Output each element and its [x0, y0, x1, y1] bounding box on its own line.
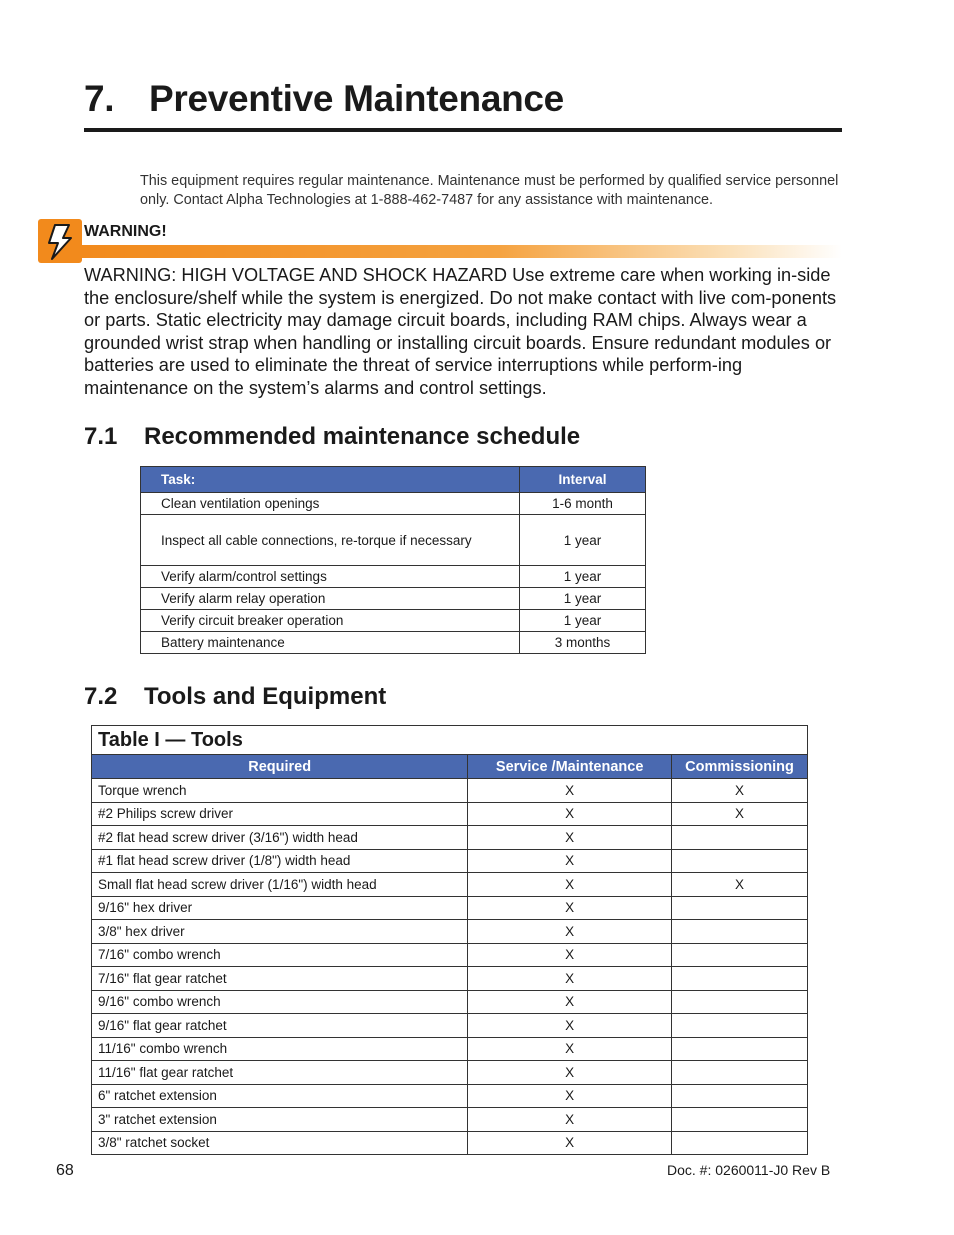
commissioning-cell [672, 1131, 808, 1155]
table-row [92, 1084, 808, 1108]
service-cell: X [468, 826, 672, 850]
commissioning-cell [672, 967, 808, 991]
intro-paragraph: This equipment requires regular maintenance. Maintenance must be performed by qualified service personnel only. Contact Alpha Technologies at 1-888-462-7487 for any assistance with maintenance. [140, 173, 839, 208]
commissioning-cell [672, 896, 808, 920]
interval-cell: 3 months [520, 632, 646, 654]
service-cell: X [468, 967, 672, 991]
table-row [92, 873, 808, 897]
tool-cell: 9/16" combo wrench [92, 990, 468, 1014]
column-header-commissioning: Commissioning [672, 755, 808, 779]
commissioning-cell [672, 826, 808, 850]
column-header-service: Service /Maintenance [468, 755, 672, 779]
section-number: 7.2 [84, 683, 118, 710]
page-number: 68 [56, 1162, 74, 1179]
tool-cell: #2 flat head screw driver (3/16") width head [92, 826, 468, 850]
table-row [92, 967, 808, 991]
tool-cell: #2 Philips screw driver [92, 802, 468, 826]
interval-cell: 1-6 month [520, 493, 646, 515]
service-cell: X [468, 943, 672, 967]
title-rule [84, 128, 842, 132]
commissioning-cell [672, 990, 808, 1014]
service-cell: X [468, 1108, 672, 1132]
tool-cell: 9/16" hex driver [92, 896, 468, 920]
tool-cell: 11/16" combo wrench [92, 1037, 468, 1061]
service-cell: X [468, 990, 672, 1014]
table-row [92, 1037, 808, 1061]
table-row [141, 632, 646, 654]
task-cell: Verify circuit breaker operation [141, 610, 520, 632]
commissioning-cell [672, 1061, 808, 1085]
column-header-required: Required [92, 755, 468, 779]
document-number: Doc. #: 0260011-J0 Rev B [667, 1162, 831, 1178]
commissioning-cell [672, 1108, 808, 1132]
column-header-task: Task: [141, 467, 520, 493]
table-row [92, 849, 808, 873]
table-row [92, 1061, 808, 1085]
service-cell: X [468, 802, 672, 826]
warning-bar [82, 245, 842, 258]
warning-text: WARNING: HIGH VOLTAGE AND SHOCK HAZARD Use extreme care when working in-side the enclosure/shelf while the system is energized. Do not make contact with live com-ponents or parts. Static electricity may damage circuit boards, including RAM chips. Always wear a grounded wrist strap when handling or installing circuit boards. Ensure redundant modules or batteries are used to eliminate the threat of service interruptions while perform-ing maintenance on the system’s alarms and control settings. [84, 265, 837, 398]
service-cell: X [468, 849, 672, 873]
warning-label: WARNING! [84, 223, 167, 240]
tool-cell: 3" ratchet extension [92, 1108, 468, 1132]
maintenance-schedule-table [140, 466, 646, 654]
section-heading-7-1 [84, 423, 580, 451]
task-cell: Verify alarm relay operation [141, 588, 520, 610]
interval-cell: 1 year [520, 588, 646, 610]
tool-cell: Small flat head screw driver (1/16") width head [92, 873, 468, 897]
service-cell: X [468, 1061, 672, 1085]
interval-cell: 1 year [520, 515, 646, 566]
table-row [92, 1014, 808, 1038]
table-row [141, 515, 646, 566]
commissioning-cell [672, 943, 808, 967]
page-title [84, 78, 564, 120]
table-row [141, 610, 646, 632]
tool-cell: 7/16" flat gear ratchet [92, 967, 468, 991]
table-row [92, 802, 808, 826]
tool-cell: 3/8" ratchet socket [92, 1131, 468, 1155]
interval-cell: 1 year [520, 610, 646, 632]
table-caption: Table I — Tools [92, 726, 808, 755]
section-title: Recommended maintenance schedule [144, 423, 581, 450]
commissioning-cell [672, 920, 808, 944]
tool-cell: Torque wrench [92, 779, 468, 803]
service-cell: X [468, 1084, 672, 1108]
chapter-title: Preventive Maintenance [149, 78, 564, 119]
service-cell: X [468, 873, 672, 897]
commissioning-cell [672, 1014, 808, 1038]
task-cell: Verify alarm/control settings [141, 566, 520, 588]
table-row [92, 920, 808, 944]
service-cell: X [468, 1131, 672, 1155]
service-cell: X [468, 896, 672, 920]
service-cell: X [468, 920, 672, 944]
section-heading-7-2 [84, 683, 386, 711]
interval-cell: 1 year [520, 566, 646, 588]
commissioning-cell [672, 849, 808, 873]
table-row [92, 943, 808, 967]
table-row [92, 1131, 808, 1155]
tool-cell: 6" ratchet extension [92, 1084, 468, 1108]
section-title: Tools and Equipment [144, 683, 387, 710]
commissioning-cell [672, 1084, 808, 1108]
section-number: 7.1 [84, 423, 118, 450]
commissioning-cell: X [672, 779, 808, 803]
table-row [141, 566, 646, 588]
table-row [92, 1108, 808, 1132]
tool-cell: 7/16" combo wrench [92, 943, 468, 967]
column-header-interval: Interval [520, 467, 646, 493]
task-cell: Inspect all cable connections, re-torque if necessary [141, 515, 520, 566]
tool-cell: 11/16" flat gear ratchet [92, 1061, 468, 1085]
table-row [92, 826, 808, 850]
service-cell: X [468, 1014, 672, 1038]
task-cell: Battery maintenance [141, 632, 520, 654]
service-cell: X [468, 1037, 672, 1061]
tool-cell: #1 flat head screw driver (1/8") width head [92, 849, 468, 873]
chapter-number: 7. [84, 78, 115, 119]
service-cell: X [468, 779, 672, 803]
table-row [92, 896, 808, 920]
table-row [92, 779, 808, 803]
task-cell: Clean ventilation openings [141, 493, 520, 515]
table-row [141, 493, 646, 515]
commissioning-cell [672, 1037, 808, 1061]
shock-hazard-icon [38, 219, 82, 263]
tool-cell: 9/16" flat gear ratchet [92, 1014, 468, 1038]
tools-table [91, 725, 808, 1155]
commissioning-cell: X [672, 873, 808, 897]
tool-cell: 3/8" hex driver [92, 920, 468, 944]
commissioning-cell: X [672, 802, 808, 826]
table-row [141, 588, 646, 610]
table-row [92, 990, 808, 1014]
